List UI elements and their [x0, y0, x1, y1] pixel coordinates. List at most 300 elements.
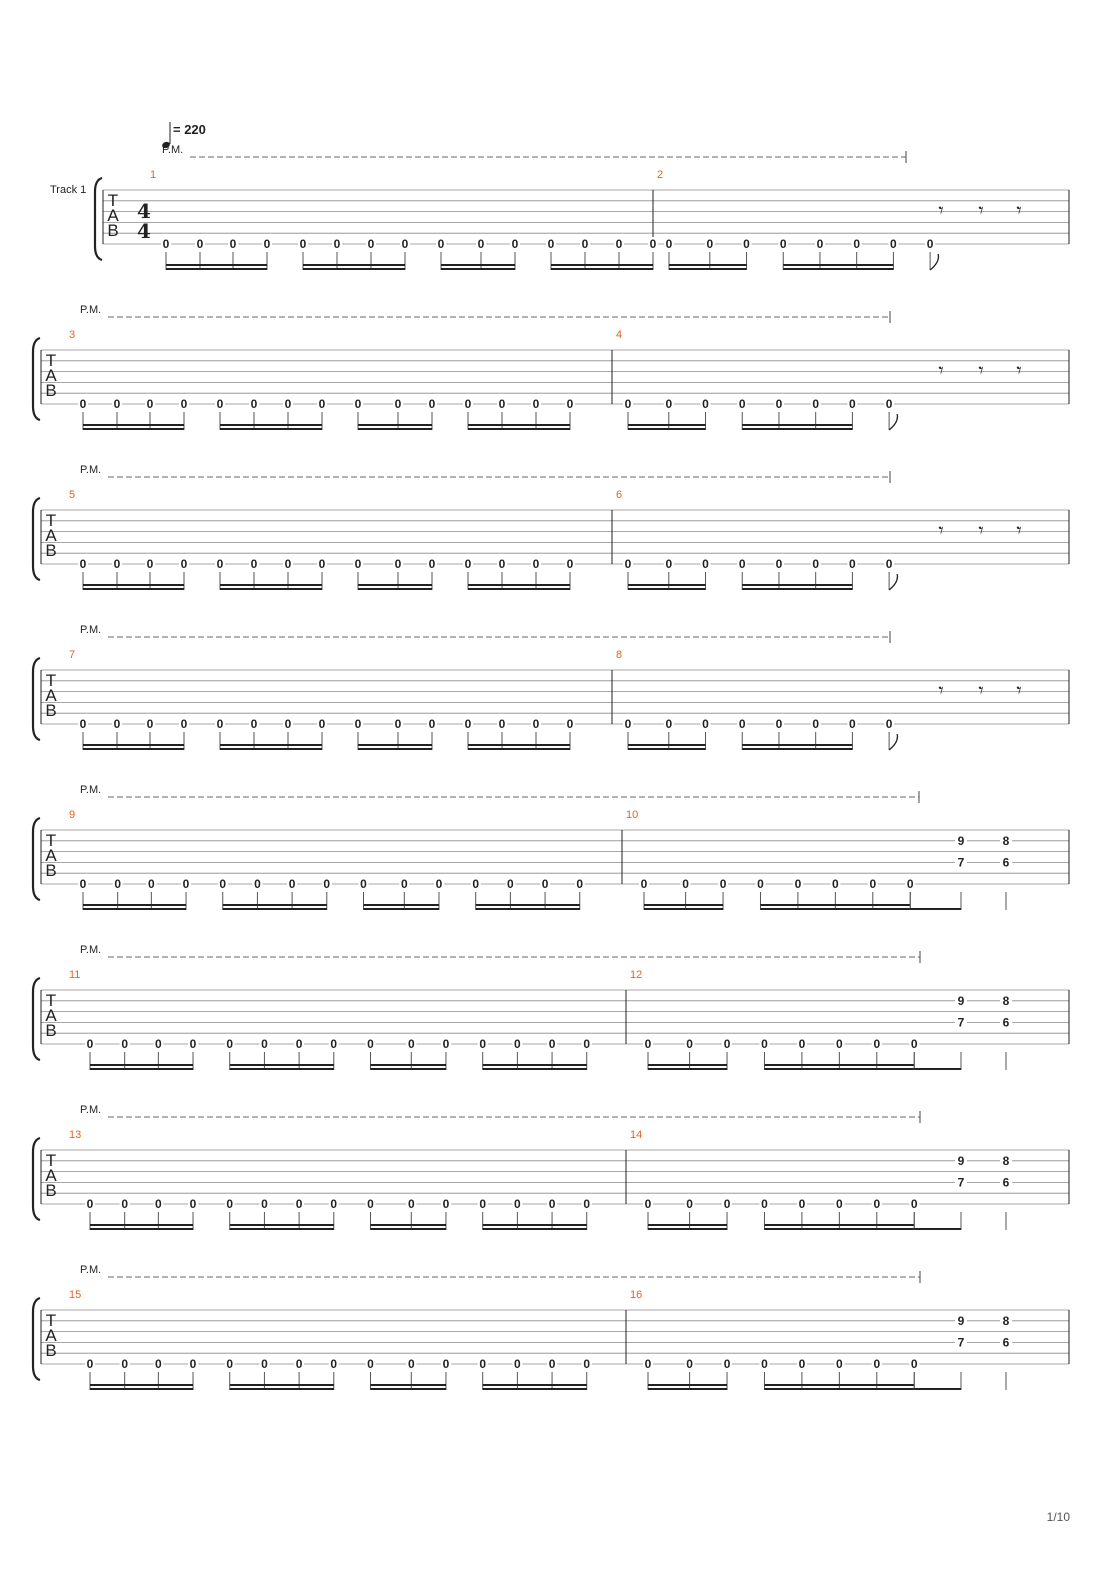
beam-secondary	[644, 904, 723, 906]
chord-fret-number: 9	[957, 833, 965, 848]
fret-number: 0	[576, 877, 584, 891]
fret-number: 0	[890, 237, 897, 251]
fret-number: 0	[146, 397, 154, 411]
beam-primary	[223, 908, 327, 910]
fret-number: 0	[665, 237, 673, 251]
beam-secondary	[783, 264, 893, 266]
fret-number: 0	[798, 1037, 806, 1051]
note-flag	[930, 254, 938, 270]
time-signature-bottom: 4	[137, 219, 151, 243]
eighth-rest: 𝄾	[938, 358, 944, 382]
beam-primary	[358, 748, 432, 750]
chord-fret-number: 7	[957, 1175, 965, 1190]
fret-number: 0	[154, 1037, 162, 1051]
fret-number: 0	[812, 717, 820, 731]
beam-secondary	[483, 1224, 587, 1226]
fret-number: 0	[407, 1037, 415, 1051]
fret-number: 0	[367, 1037, 374, 1051]
fret-number: 0	[479, 1197, 487, 1211]
fret-number: 0	[146, 557, 154, 571]
measure-number: 12	[630, 969, 643, 981]
eighth-rest: 𝄾	[978, 518, 984, 542]
tab-clef-letter: B	[107, 221, 119, 240]
measure-number: 1	[150, 169, 157, 181]
tab-clef-letter: B	[45, 1181, 57, 1200]
fret-number: 0	[288, 877, 296, 891]
beam-primary	[303, 268, 405, 270]
fret-number: 0	[367, 1357, 374, 1371]
beam-primary	[914, 1228, 961, 1230]
measure-number: 8	[616, 649, 623, 661]
fret-number: 0	[86, 1037, 94, 1051]
measure-number: 3	[69, 329, 76, 341]
chord-fret-number: 9	[957, 993, 965, 1008]
fret-number: 0	[180, 717, 188, 731]
fret-number: 0	[853, 237, 861, 251]
tab-clef-letter: B	[45, 1341, 57, 1360]
fret-number: 0	[216, 557, 224, 571]
tab-clef-letter: B	[45, 541, 57, 560]
beam-secondary	[760, 904, 910, 906]
fret-number: 0	[682, 877, 689, 891]
chord-fret-number: 6	[1002, 1015, 1010, 1030]
palm-mute-label: P.M.	[80, 1264, 102, 1276]
fret-number: 0	[263, 237, 271, 251]
palm-mute-label: P.M.	[80, 944, 102, 956]
beam-primary	[468, 588, 570, 590]
tab-clef-letter: B	[45, 701, 57, 720]
measure-number: 7	[69, 649, 76, 661]
measure-number: 9	[69, 809, 76, 821]
beam-secondary	[358, 744, 432, 746]
system-brace	[33, 978, 40, 1060]
beam-secondary	[742, 584, 852, 586]
beam-primary	[644, 908, 723, 910]
beam-primary	[910, 908, 961, 910]
chord-fret-number: 7	[957, 1015, 965, 1030]
beam-secondary	[220, 424, 322, 426]
staff-system-1	[50, 122, 1069, 270]
page-number: 1/10	[1046, 1510, 1070, 1524]
tempo-marking: = 220	[173, 122, 206, 137]
fret-number: 0	[498, 717, 506, 731]
fret-number: 0	[299, 237, 307, 251]
fret-number: 0	[323, 877, 331, 891]
note-flag	[889, 414, 897, 430]
tab-clef-letter: T	[45, 511, 57, 530]
measure-number: 14	[630, 1129, 643, 1141]
beam-primary	[742, 588, 852, 590]
fret-number: 0	[394, 557, 402, 571]
staff-system-8	[33, 1264, 1069, 1390]
fret-number: 0	[498, 557, 506, 571]
palm-mute-label: P.M.	[80, 1104, 102, 1116]
system-brace	[95, 178, 102, 260]
beam-primary	[914, 1388, 961, 1390]
beam-secondary	[669, 264, 747, 266]
beam-primary	[764, 1228, 914, 1230]
fret-number: 0	[261, 1037, 268, 1051]
fret-number: 0	[318, 717, 326, 731]
beam-secondary	[764, 1224, 914, 1226]
tab-clef-letter: A	[45, 686, 57, 705]
measure-number: 2	[657, 169, 664, 181]
beam-secondary	[483, 1064, 587, 1066]
staff-system-5	[33, 784, 1069, 910]
beam-secondary	[230, 1064, 334, 1066]
fret-number: 0	[566, 557, 574, 571]
fret-number: 0	[250, 397, 258, 411]
fret-number: 0	[514, 1197, 521, 1211]
fret-number: 0	[354, 557, 362, 571]
beam-primary	[220, 588, 322, 590]
fret-number: 0	[566, 717, 574, 731]
beam-secondary	[468, 584, 570, 586]
fret-number: 0	[615, 237, 623, 251]
beam-primary	[764, 1068, 914, 1070]
fret-number: 0	[514, 1357, 521, 1371]
time-signature-top: 4	[137, 199, 151, 223]
fret-number: 0	[284, 397, 292, 411]
tab-clef-letter: B	[45, 1021, 57, 1040]
fret-number: 0	[644, 1357, 652, 1371]
note-flag	[889, 574, 897, 590]
beam-primary	[468, 428, 570, 430]
fret-number: 0	[581, 237, 589, 251]
fret-number: 0	[507, 877, 514, 891]
eighth-rest: 𝄾	[938, 518, 944, 542]
beam-secondary	[476, 904, 580, 906]
fret-number: 0	[189, 1357, 197, 1371]
beam-secondary	[166, 264, 267, 266]
fret-number: 0	[79, 557, 87, 571]
fret-number: 0	[162, 237, 170, 251]
chord-fret-number: 6	[1002, 855, 1010, 870]
fret-number: 0	[330, 1357, 338, 1371]
tab-clef-letter: T	[45, 991, 57, 1010]
fret-number: 0	[910, 1197, 918, 1211]
fret-number: 0	[775, 717, 783, 731]
fret-number: 0	[318, 557, 326, 571]
beam-secondary	[90, 1224, 193, 1226]
beam-secondary	[83, 904, 186, 906]
fret-number: 0	[121, 1197, 129, 1211]
beam-secondary	[371, 1064, 446, 1066]
beam-secondary	[371, 1224, 446, 1226]
fret-number: 0	[624, 717, 632, 731]
beam-secondary	[468, 424, 570, 426]
beam-secondary	[468, 744, 570, 746]
beam-primary	[742, 748, 852, 750]
beam-primary	[371, 1388, 446, 1390]
beam-secondary	[742, 744, 852, 746]
fret-number: 0	[464, 557, 472, 571]
beam-secondary	[223, 904, 327, 906]
beam-primary	[90, 1388, 193, 1390]
fret-number: 0	[394, 397, 402, 411]
beam-secondary	[628, 584, 706, 586]
fret-number: 0	[548, 1357, 556, 1371]
fret-number: 0	[686, 1037, 693, 1051]
fret-number: 0	[407, 1197, 415, 1211]
fret-number: 0	[464, 717, 472, 731]
beam-primary	[483, 1388, 587, 1390]
fret-number: 0	[644, 1037, 652, 1051]
fret-number: 0	[723, 1357, 731, 1371]
fret-number: 0	[702, 397, 709, 411]
beam-primary	[783, 268, 893, 270]
tab-clef-letter: T	[107, 191, 119, 210]
fret-number: 0	[196, 237, 204, 251]
eighth-rest: 𝄾	[1016, 518, 1022, 542]
staff-system-6	[33, 944, 1069, 1070]
beam-primary	[483, 1228, 587, 1230]
fret-number: 0	[541, 877, 549, 891]
system-brace	[33, 498, 40, 580]
measure-number: 10	[626, 809, 639, 821]
system-brace	[33, 1138, 40, 1220]
fret-number: 0	[649, 237, 657, 251]
fret-number: 0	[261, 1197, 268, 1211]
fret-number: 0	[86, 1357, 94, 1371]
fret-number: 0	[354, 717, 362, 731]
fret-number: 0	[583, 1357, 591, 1371]
fret-number: 0	[738, 557, 746, 571]
measure-number: 15	[69, 1289, 82, 1301]
fret-number: 0	[761, 1357, 768, 1371]
fret-number: 0	[284, 557, 292, 571]
fret-number: 0	[79, 397, 87, 411]
fret-number: 0	[189, 1037, 197, 1051]
fret-number: 0	[566, 397, 574, 411]
beam-primary	[648, 1388, 727, 1390]
fret-number: 0	[407, 1357, 415, 1371]
fret-number: 0	[665, 397, 673, 411]
beam-secondary	[220, 584, 322, 586]
fret-number: 0	[816, 237, 824, 251]
fret-number: 0	[189, 1197, 197, 1211]
beam-secondary	[230, 1224, 334, 1226]
system-brace	[33, 658, 40, 740]
beam-secondary	[220, 744, 322, 746]
beam-secondary	[358, 584, 432, 586]
fret-number: 0	[216, 717, 224, 731]
tab-clef-letter: A	[45, 526, 57, 545]
eighth-rest: 𝄾	[1016, 678, 1022, 702]
beam-primary	[83, 748, 184, 750]
fret-number: 0	[318, 397, 326, 411]
beam-primary	[358, 428, 432, 430]
fret-number: 0	[442, 1037, 450, 1051]
eighth-rest: 𝄾	[978, 358, 984, 382]
beam-primary	[220, 748, 322, 750]
beam-secondary	[303, 264, 405, 266]
tab-clef-letter: A	[45, 366, 57, 385]
fret-number: 0	[180, 557, 188, 571]
beam-primary	[914, 1068, 961, 1070]
beam-secondary	[764, 1384, 914, 1386]
fret-number: 0	[757, 877, 764, 891]
eighth-rest: 𝄾	[978, 198, 984, 222]
chord-fret-number: 6	[1002, 1335, 1010, 1350]
chord-fret-number: 7	[957, 855, 965, 870]
staff-system-4	[33, 624, 1069, 750]
fret-number: 0	[511, 237, 519, 251]
fret-number: 0	[514, 1037, 521, 1051]
fret-number: 0	[738, 397, 746, 411]
beam-primary	[628, 428, 706, 430]
beam-primary	[230, 1068, 334, 1070]
fret-number: 0	[702, 557, 709, 571]
fret-number: 0	[906, 877, 914, 891]
fret-number: 0	[442, 1357, 450, 1371]
fret-number: 0	[779, 237, 787, 251]
beam-primary	[230, 1388, 334, 1390]
eighth-rest: 𝄾	[1016, 358, 1022, 382]
track-name: Track 1	[50, 184, 87, 196]
tab-clef-letter: A	[45, 1166, 57, 1185]
beam-secondary	[441, 264, 515, 266]
palm-mute-label: P.M.	[162, 144, 184, 156]
beam-primary	[166, 268, 267, 270]
fret-number: 0	[926, 237, 934, 251]
fret-number: 0	[723, 1197, 731, 1211]
beam-secondary	[628, 424, 706, 426]
fret-number: 0	[121, 1037, 129, 1051]
beam-primary	[83, 588, 184, 590]
beam-secondary	[551, 264, 653, 266]
beam-primary	[760, 908, 910, 910]
fret-number: 0	[665, 557, 673, 571]
system-brace	[33, 818, 40, 900]
eighth-rest: 𝄾	[938, 198, 944, 222]
fret-number: 0	[849, 557, 856, 571]
beam-primary	[648, 1228, 727, 1230]
measure-number: 13	[69, 1129, 82, 1141]
fret-number: 0	[219, 877, 227, 891]
fret-number: 0	[254, 877, 261, 891]
fret-number: 0	[79, 717, 87, 731]
fret-number: 0	[686, 1357, 693, 1371]
fret-number: 0	[743, 237, 750, 251]
fret-number: 0	[761, 1037, 768, 1051]
fret-number: 0	[532, 397, 540, 411]
beam-primary	[764, 1388, 914, 1390]
beam-primary	[551, 268, 653, 270]
beam-secondary	[371, 1384, 446, 1386]
fret-number: 0	[250, 717, 258, 731]
fret-number: 0	[113, 717, 121, 731]
fret-number: 0	[738, 717, 746, 731]
tab-clef-letter: B	[45, 381, 57, 400]
palm-mute-label: P.M.	[80, 304, 102, 316]
fret-number: 0	[435, 877, 443, 891]
fret-number: 0	[812, 397, 820, 411]
fret-number: 0	[479, 1357, 487, 1371]
beam-secondary	[90, 1384, 193, 1386]
fret-number: 0	[583, 1037, 591, 1051]
tab-clef-letter: T	[45, 351, 57, 370]
fret-number: 0	[532, 717, 540, 731]
beam-primary	[90, 1068, 193, 1070]
fret-number: 0	[583, 1197, 591, 1211]
beam-secondary	[358, 424, 432, 426]
fret-number: 0	[836, 1197, 843, 1211]
fret-number: 0	[367, 1197, 374, 1211]
beam-secondary	[628, 744, 706, 746]
fret-number: 0	[624, 397, 632, 411]
fret-number: 0	[836, 1037, 843, 1051]
beam-primary	[669, 268, 747, 270]
fret-number: 0	[330, 1037, 338, 1051]
fret-number: 0	[330, 1197, 338, 1211]
beam-secondary	[83, 584, 184, 586]
fret-number: 0	[873, 1197, 881, 1211]
fret-number: 0	[154, 1197, 162, 1211]
fret-number: 0	[229, 237, 237, 251]
beam-primary	[441, 268, 515, 270]
staff-system-7	[33, 1104, 1069, 1230]
fret-number: 0	[261, 1357, 268, 1371]
fret-number: 0	[910, 1037, 918, 1051]
fret-number: 0	[477, 237, 485, 251]
beam-secondary	[648, 1224, 727, 1226]
chord-fret-number: 9	[957, 1313, 965, 1328]
fret-number: 0	[885, 397, 893, 411]
fret-number: 0	[367, 237, 375, 251]
fret-number: 0	[250, 557, 258, 571]
beam-secondary	[83, 424, 184, 426]
fret-number: 0	[775, 557, 783, 571]
fret-number: 0	[532, 557, 540, 571]
tab-clef-letter: T	[45, 1151, 57, 1170]
fret-number: 0	[464, 397, 472, 411]
fret-number: 0	[798, 1197, 806, 1211]
system-brace	[33, 1298, 40, 1380]
fret-number: 0	[428, 717, 436, 731]
beam-primary	[220, 428, 322, 430]
fret-number: 0	[547, 237, 555, 251]
fret-number: 0	[640, 877, 648, 891]
fret-number: 0	[114, 877, 122, 891]
beam-primary	[83, 908, 186, 910]
beam-primary	[476, 908, 580, 910]
beam-secondary	[648, 1384, 727, 1386]
beam-primary	[483, 1068, 587, 1070]
fret-number: 0	[498, 397, 506, 411]
tab-clef-letter: T	[45, 831, 57, 850]
staff-system-2	[33, 304, 1069, 430]
fret-number: 0	[86, 1197, 94, 1211]
eighth-rest: 𝄾	[938, 678, 944, 702]
chord-fret-number: 8	[1002, 833, 1010, 848]
fret-number: 0	[226, 1037, 234, 1051]
tab-clef-letter: T	[45, 1311, 57, 1330]
measure-number: 16	[630, 1289, 643, 1301]
fret-number: 0	[147, 877, 155, 891]
fret-number: 0	[400, 877, 408, 891]
beam-secondary	[230, 1384, 334, 1386]
fret-number: 0	[624, 557, 632, 571]
fret-number: 0	[761, 1197, 768, 1211]
fret-number: 0	[216, 397, 224, 411]
note-flag	[889, 734, 897, 750]
palm-mute-label: P.M.	[80, 464, 102, 476]
chord-fret-number: 8	[1002, 993, 1010, 1008]
measure-number: 6	[616, 489, 623, 501]
fret-number: 0	[182, 877, 190, 891]
measure-number: 11	[69, 969, 81, 981]
